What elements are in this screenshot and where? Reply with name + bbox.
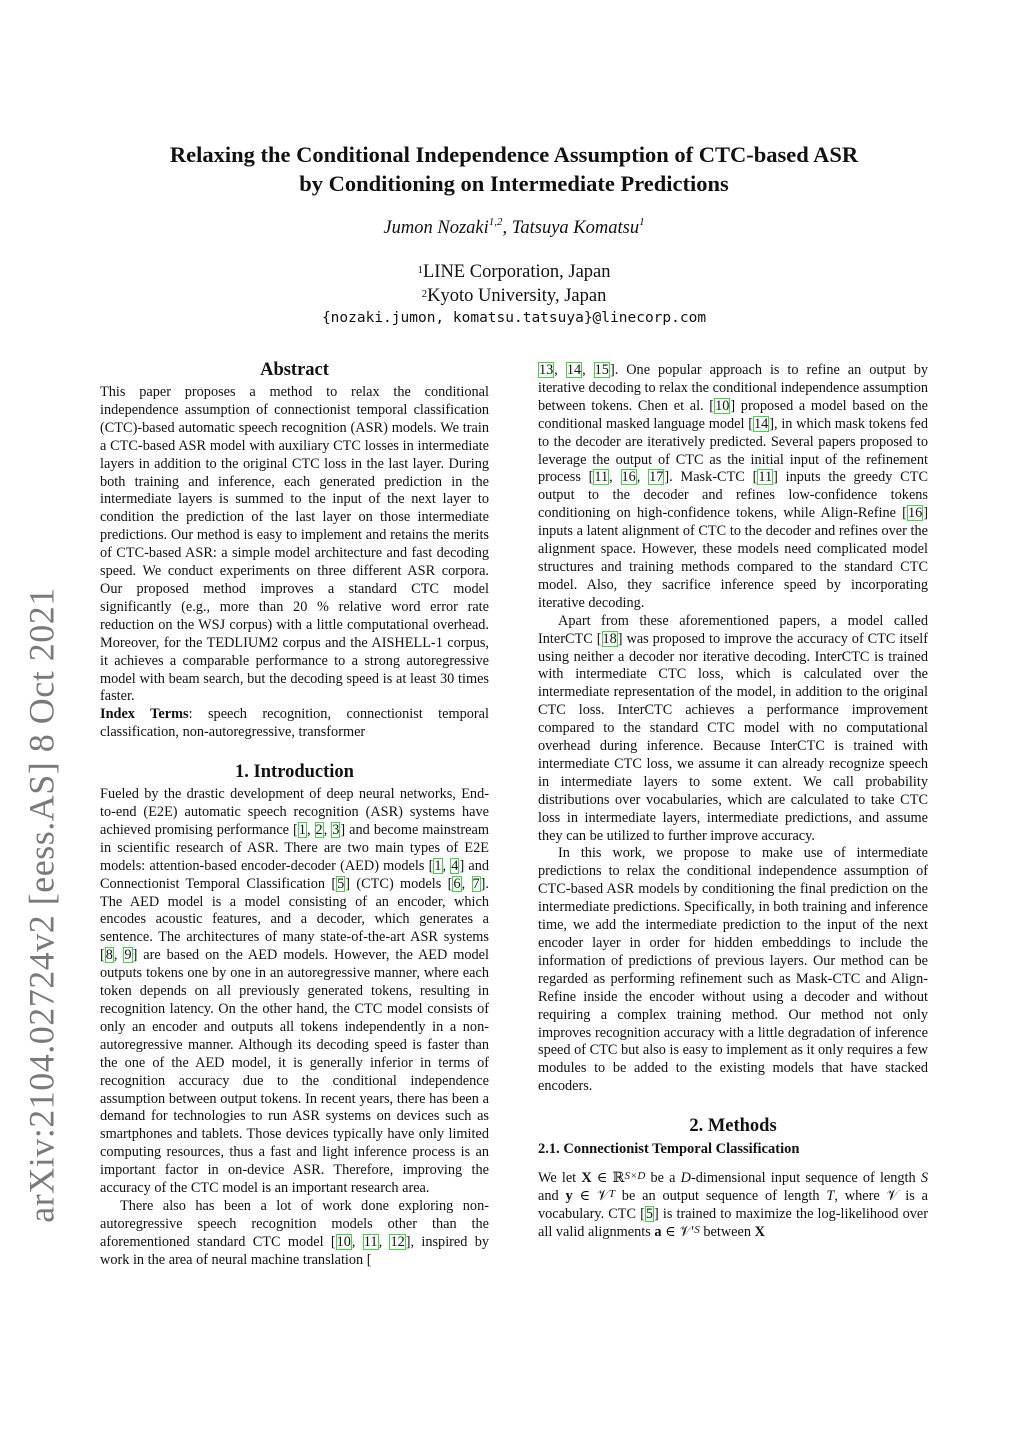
citation-link[interactable]: 4 (451, 857, 459, 874)
intro-paragraph-1: Fueled by the drastic development of deep neural networks, End-to-end (E2E) automatic speech recognition (ASR) systems have achieved promising performance [1, 2, 3] and become mainstream in scientific research of ASR. There are two main types of E2E models: attention-based encoder-decoder (AED) models [1, 4] and Connectionist Temporal Classification [5] (CTC) models [6, 7]. The AED model is a model consisting of an encoder, which encodes acoustic features, and a decoder, which generates a sentence. The architectures of many state-of-the-art ASR systems [8, 9] are based on the AED models. However, the AED model outputs tokens one by one in an autoregressive manner, where each token depends on all previously generated tokens, resulting in recognition latency. On the other hand, the CTC model consists of only an encoder and outputs all tokens independently in a non-autoregressive manner. Although its decoding speed is faster than the one of the AED model, it is generally inferior in terms of recognition accuracy due to the conditional independence assumption between output tokens. In recent years, there has been a demand for technologies to run ASR systems on devices such as smartphones and tablets. Those devices typically have only limited computing resources, thus a fast and light inference process is an important factor in on-device ASR. Therefore, improving the accuracy of the CTC model is an important research area. (100, 786, 490, 1197)
index-terms (100, 706, 489, 742)
affiliation-1-mark: 1 (417, 264, 423, 276)
author-1-affiliation: 1,2 (488, 216, 503, 228)
author-2-affiliation: 1 (639, 216, 645, 228)
citation-link[interactable]: 11 (363, 1233, 378, 1250)
intro-paragraph-4: In this work, we propose to make use of intermediate predictions to relax the conditional independence assumption of CTC-based ASR models by conditioning the final prediction on the intermediate predictions. Specifically, in both training and inference time, we add the intermediate prediction to the input of the next encoder layer in order for hidden embeddings to include the information of predictions of previous layers. Our method can be regarded as performing refinement such as Mask-CTC and Align-Refine inside the encoder without using a decoder and without requiring a complex training method. Our method not only improves recognition accuracy with a little degradation of inference speed of CTC but also is easy to implement as it only requires a few modules to be added to the existing models that have stacked encoders. (538, 845, 928, 1095)
left-column (100, 358, 489, 1270)
citation-link[interactable]: 2 (315, 821, 323, 838)
affiliation-1 (100, 260, 928, 284)
affiliation-2 (100, 284, 928, 308)
introduction-heading: 1. Introduction (235, 762, 354, 783)
citation-link[interactable]: 16 (621, 469, 636, 486)
citation-link[interactable]: 1 (298, 821, 306, 838)
affiliations (100, 260, 928, 308)
methods-heading: 2. Methods (689, 1116, 777, 1137)
arxiv-identifier-text: arXiv:2104.02724v2 [eess.AS] 8 Oct 2021 (22, 587, 63, 1223)
citation-link[interactable]: 11 (758, 469, 773, 486)
citation-link[interactable]: 10 (336, 1233, 351, 1250)
author-2: Tatsuya Komatsu (511, 218, 640, 238)
paper-title (100, 140, 928, 198)
intro-paragraph-3: Apart from these aforementioned papers, a model called InterCTC [18] was proposed to improve the accuracy of CTC itself using neither a decoder nor iterative decoding. InterCTC is trained with intermediate CTC loss, which is calculated over the intermediate representation of the model, in addition to the original CTC loss. InterCTC achieves a performance improvement compared to the standard CTC model with no computational overhead during inference. Because InterCTC is trained with intermediate CTC loss, we assume it can already recognize speech in intermediate layers to some extent. We call probability distributions over vocabularies, which are calculated to take CTC loss in intermediate layers, intermediate predictions, and assume they can be utilized to further improve accuracy. (538, 612, 928, 844)
citation-link[interactable]: 1 (434, 857, 442, 874)
citation-link[interactable]: 10 (715, 397, 730, 414)
citation-link[interactable]: 18 (602, 630, 617, 647)
intro-paragraph-2-continued: 13, 14, 15]. One popular approach is to refine an output by iterative decoding to relax the conditional independence assumption between tokens. Chen et al. [10] proposed a model based on the conditional masked language model [14], in which mask tokens fed to the decoder are iteratively predicted. Several papers proposed to leverage the output of CTC as the initial input of the refinement process [11, 16, 17]. Mask-CTC [11] inputs the greedy CTC output to the decoder and refines low-confidence tokens conditioning on high-confidence tokens, while Align-Refine [16] inputs a latent alignment of CTC to the decoder and refines over the alignment space. However, these models need complicated model structures and training methods compared to the standard CTC model. Also, they sacrifice inference speed by incorporating iterative decoding. (538, 362, 929, 611)
citation-link[interactable]: 11 (594, 469, 609, 486)
affiliation-2-mark: 2 (421, 288, 428, 300)
paper-title-line-1: Relaxing the Conditional Independence Assumption of CTC-based ASR (169, 142, 859, 167)
index-terms-label: Index Terms (100, 706, 189, 723)
author-list (100, 218, 928, 239)
citation-link[interactable]: 17 (649, 469, 664, 486)
author-separator: , (502, 218, 512, 238)
arxiv-identifier (12, 455, 72, 1355)
methods-paragraph-1: We let X ∈ ℝ$^{S\times D}$ be a D-dimensional input sequence of length S and y ∈ 𝒱$^T$ be an output sequence of length T, where 𝒱 is a vocabulary. CTC [5] is trained to maximize the log-likelihood over all valid alignments a ∈ $𝒱'^S$ between X (538, 1170, 929, 1240)
citation-link[interactable]: 12 (390, 1233, 405, 1250)
citation-link[interactable]: 14 (566, 362, 582, 378)
citation-link[interactable]: 9 (124, 947, 132, 964)
affiliation-1-text: LINE Corporation, Japan (422, 262, 611, 282)
citation-link[interactable]: 13 (539, 362, 554, 378)
citation-link[interactable]: 5 (337, 875, 345, 892)
citation-link[interactable]: 5 (645, 1205, 654, 1222)
citation-link[interactable]: 15 (594, 362, 609, 378)
author-emails: {nozaki.jumon, komatsu.tatsuya}@linecorp.com (321, 310, 707, 326)
citation-link[interactable]: 14 (753, 415, 769, 432)
author-1: Jumon Nozaki (383, 218, 489, 238)
ctc-subsection-heading: 2.1. Connectionist Temporal Classification (538, 1141, 800, 1158)
right-column (538, 362, 928, 1242)
abstract-text: This paper proposes a method to relax the conditional independence assumption of connectionist temporal classification (CTC)-based automatic speech recognition (ASR) models. We train a CTC-based ASR model with auxiliary CTC losses in intermediate layers in addition to the original CTC loss in the last layer. During both training and inference, each generated prediction in the intermediate layers is summed to the input of the next layer to condition the prediction of the last layer on those intermediate predictions. Our method is easy to implement and retains the merits of CTC-based ASR: a simple model architecture and fast decoding speed. We conduct experiments on three different ASR corpora. Our proposed method improves a standard CTC model significantly (e.g., more than 20 % relative word error rate reduction on the WSJ corpus) with a little computational overhead. Moreover, for the TEDLIUM2 corpus and the AISHELL-1 corpus, it achieves a comparable performance to a strong autoregressive model with beam search, but the decoding speed is at least 30 times faster. (100, 384, 489, 705)
citation-link[interactable]: 16 (907, 505, 923, 522)
abstract-heading: Abstract (260, 360, 329, 380)
paper-title-line-2: by Conditioning on Intermediate Predictions (299, 171, 729, 196)
intro-paragraph-2: There also has been a lot of work done exploring non-autoregressive speech recognition models other than the aforementioned standard CTC model [10, 11, 12], inspired by work in the area of neural machine translation [ (100, 1197, 490, 1268)
affiliation-2-text: Kyoto University, Japan (427, 286, 607, 306)
index-terms-text: : speech recognition, connectionist temporal classification, non-autoregressive, transformer (100, 706, 489, 741)
citation-link[interactable]: 7 (472, 875, 480, 892)
citation-link[interactable]: 8 (105, 947, 113, 964)
citation-link[interactable]: 6 (453, 875, 461, 892)
citation-link[interactable]: 3 (332, 821, 340, 838)
